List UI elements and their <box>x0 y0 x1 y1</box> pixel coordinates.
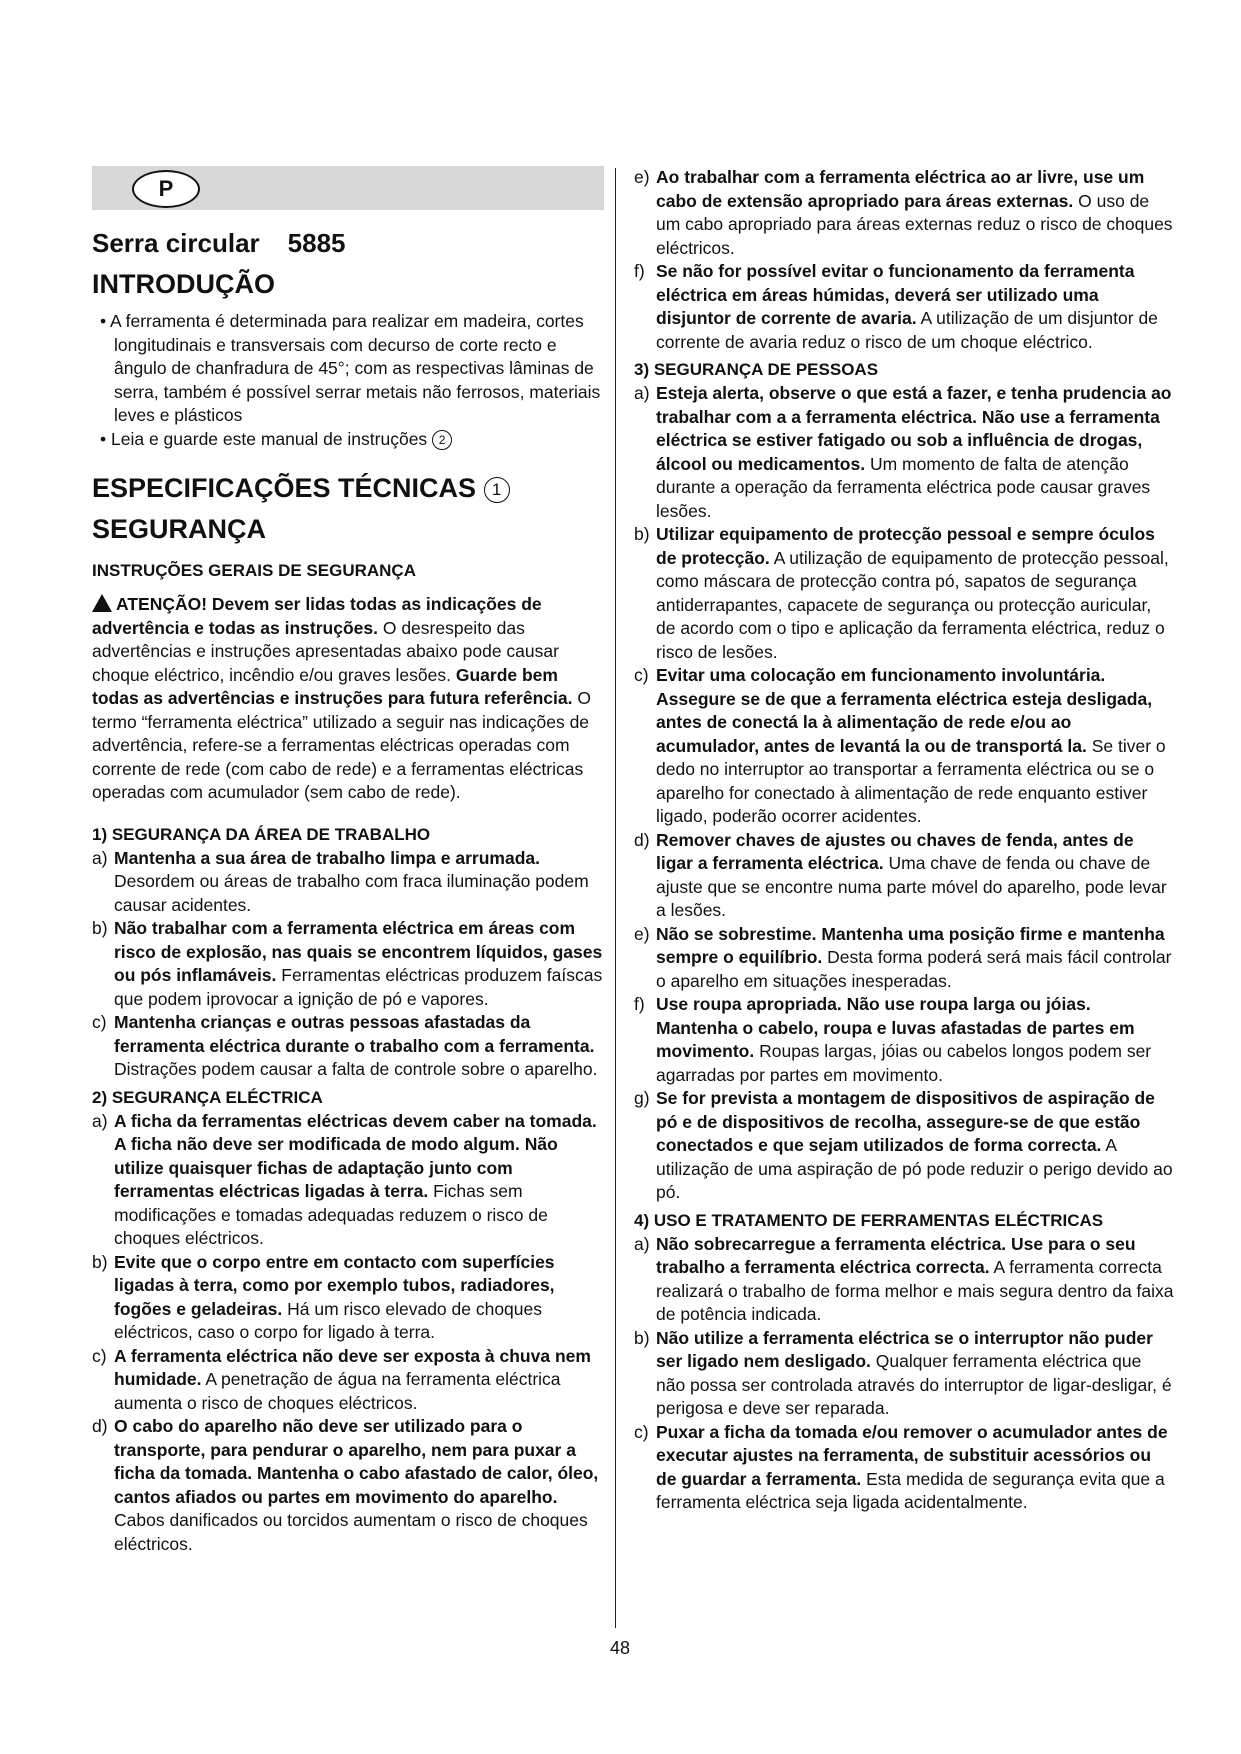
language-badge: P <box>132 170 200 208</box>
introducao-title: INTRODUÇÃO <box>92 269 275 299</box>
ref-1-icon: 1 <box>484 477 510 503</box>
column-divider <box>615 168 616 1628</box>
warning-paragraph: ATENÇÃO! Devem ser lidas todas as indicações de advertência e todas as instruções. O desrespeito das advertências e instruções apresentadas abaixo pode causar choque eléctrico, incêndio e/ou graves lesões. Guarde bem todas as advertências e instruções para futura referência. O termo “ferramenta eléctrica” utilizado a seguir nas indicações de advertência, refere-se a ferramentas eléctricas operadas com corrente de rede (com cabo de rede) e a ferramentas eléctricas operadas com acumulador (sem cabo de rede). <box>92 594 591 802</box>
s3-item-d: d) Remover chaves de ajustes ou chaves de fenda, antes de ligar a ferramenta eléctrica. Uma chave de fenda ou chave de ajuste que se encontre numa parte móvel do aparelho, pode levar a lesões. <box>634 829 1167 920</box>
s2-item-d: d) O cabo do aparelho não deve ser utilizado para o transporte, para pendurar o aparelho, nem para puxar a ficha da tomada. Mantenha o cabo afastado de calor, óleo, cantos afiados ou partes em movimento do aparelho. Cabos danificados ou torcidos aumentam o risco de choques eléctricos. <box>92 1416 599 1554</box>
product-name: Serra circular <box>92 228 260 258</box>
especificacoes-title: ESPECIFICAÇÕES TÉCNICAS 1 <box>92 473 604 504</box>
section-1-title: 1) SEGURANÇA DA ÁREA DE TRABALHO <box>92 824 431 844</box>
seguranca-subtitle: INSTRUÇÕES GERAIS DE SEGURANÇA <box>92 561 416 580</box>
s2-item-e: e) Ao trabalhar com a ferramenta eléctrica ao ar livre, use um cabo de extensão apropriado para áreas externas. O uso de um cabo apropriado para áreas externas reduz o risco de choques eléctricos. <box>634 167 1173 258</box>
intro-bullet-2: • Leia e guarde este manual de instruções 2 <box>92 428 604 452</box>
page-number: 48 <box>609 1638 631 1658</box>
s3-item-g: g) Se for prevista a montagem de dispositivos de aspiração de pó e de dispositivos de recolha, assegure-se de que estão conectados e que sejam utilizados de forma correcta. A utilização de uma aspiração de pó pode reduzir o perigo devido ao pó. <box>634 1088 1173 1202</box>
ref-2-icon: 2 <box>432 430 452 450</box>
product-title <box>92 228 604 259</box>
s4-item-c: c) Puxar a ficha da tomada e/ou remover o acumulador antes de executar ajustes na ferramenta, de substituir acessórios ou de guardar a ferramenta. Esta medida de segurança evita que a ferramenta eléctrica seja ligada acidentalmente. <box>634 1421 1168 1512</box>
s1-item-b: b) Não trabalhar com a ferramenta eléctrica em áreas com risco de explosão, nas quais se encontrem líquidos, gases ou pós inflamáveis. Ferramentas eléctricas produzem faíscas que podem iprovocar a ignição de pó e vapores. <box>92 918 603 1009</box>
s4-item-b: b) Não utilize a ferramenta eléctrica se o interruptor não puder ser ligado nem desligado. Qualquer ferramenta eléctrica que não possa ser controlada através do interruptor de ligar-desligar, é perigosa e deve ser reparada. <box>634 1327 1172 1418</box>
product-model: 5885 <box>287 228 346 258</box>
warning-triangle-icon <box>92 594 112 612</box>
s3-item-c: c) Evitar uma colocação em funcionamento involuntária. Assegure se de que a ferramenta eléctrica esteja desligada, antes de conectá la à alimentação de rede e/ou ao acumulador, antes de levantá la ou de transportá la. Se tiver o dedo no interruptor ao transportar a ferramenta eléctrica ou se o aparelho for conectado à alimentação de rede enquanto estiver ligado, poderão ocorrer acidentes. <box>634 665 1166 826</box>
s3-item-f: f) Use roupa apropriada. Não use roupa larga ou jóias. Mantenha o cabelo, roupa e luvas afastadas de partes em movimento. Roupas largas, jóias ou cabelos longos podem ser agarradas por partes em movimento. <box>634 994 1152 1085</box>
intro-bullet-1: • A ferramenta é determinada para realizar em madeira, cortes longitudinais e transversais com decurso de corte recto e ângulo de chanfradura de 45°; com as respectivas lâminas de serra, também é possível serrar metais não ferrosos, materiais leves e plásticos <box>100 311 601 425</box>
s1-item-c: c) Mantenha crianças e outras pessoas afastadas da ferramenta eléctrica durante o trabalho com a ferramenta. Distrações podem causar a falta de controle sobre o aparelho. <box>92 1012 598 1079</box>
section-3-title: 3) SEGURANÇA DE PESSOAS <box>634 360 879 379</box>
s2-item-a: a) A ficha da ferramentas eléctricas devem caber na tomada. A ficha não deve ser modificada de modo algum. Não utilize quaisquer fichas de adaptação junto com ferramentas eléctricas ligadas à terra. Fichas sem modificações e tomadas adequadas reduzem o risco de choques eléctricos. <box>92 1110 597 1248</box>
s3-item-e: e) Não se sobrestime. Mantenha uma posição firme e mantenha sempre o equilíbrio. Desta forma poderá será mais fácil controlar o aparelho em situações inesperadas. <box>634 923 1172 991</box>
seguranca-title: SEGURANÇA <box>92 514 267 544</box>
s3-item-b: b) Utilizar equipamento de protecção pessoal e sempre óculos de protecção. A utilização de equipamento de protecção pessoal, como máscara de protecção contra pó, sapatos de segurança antiderrapantes, capacete de segurança ou protecção auricular, de acordo com o tipo e aplicação da ferramenta eléctrica, reduz o risco de lesões. <box>634 524 1169 662</box>
s2-item-f: f) Se não for possível evitar o funcionamento da ferramenta eléctrica em áreas húmidas, deverá ser utilizado uma disjuntor de corrente de avaria. A utilização de um disjuntor de corrente de avaria reduz o risco de um choque eléctrico. <box>634 261 1158 352</box>
s4-item-a: a) Não sobrecarregue a ferramenta eléctrica. Use para o seu trabalho a ferramenta eléctrica correcta. A ferramenta correcta realizará o trabalho de forma melhor e mais segura dentro da faixa de potência indicada. <box>634 1233 1174 1324</box>
s2-item-c: c) A ferramenta eléctrica não deve ser exposta à chuva nem humidade. A penetração de água na ferramenta eléctrica aumenta o risco de choques eléctricos. <box>92 1345 591 1413</box>
s2-item-b: b) Evite que o corpo entre em contacto com superfícies ligadas à terra, como por exemplo tubos, radiadores, fogões e geladeiras. Há um risco elevado de choques eléctricos, caso o corpo for ligado à terra. <box>92 1251 555 1342</box>
right-column <box>634 166 1174 1515</box>
s1-item-a: a) Mantenha a sua área de trabalho limpa e arrumada. Desordem ou áreas de trabalho com fraca iluminação podem causar acidentes. <box>92 847 589 915</box>
section-4-title: 4) USO E TRATAMENTO DE FERRAMENTAS ELÉCTRICAS <box>634 1210 1104 1230</box>
left-column <box>92 166 604 1556</box>
language-bar <box>92 166 604 210</box>
section-2-title: 2) SEGURANÇA ELÉCTRICA <box>92 1087 323 1107</box>
s3-item-a: a) Esteja alerta, observe o que está a fazer, e tenha prudencia ao trabalhar com a a ferramenta eléctrica. Não use a ferramenta eléctrica se estiver fatigado ou sob a influência de drogas, álcool ou medicamentos. Um momento de falta de atenção durante a operação da ferramenta eléctrica pode causar graves lesões. <box>634 383 1172 521</box>
